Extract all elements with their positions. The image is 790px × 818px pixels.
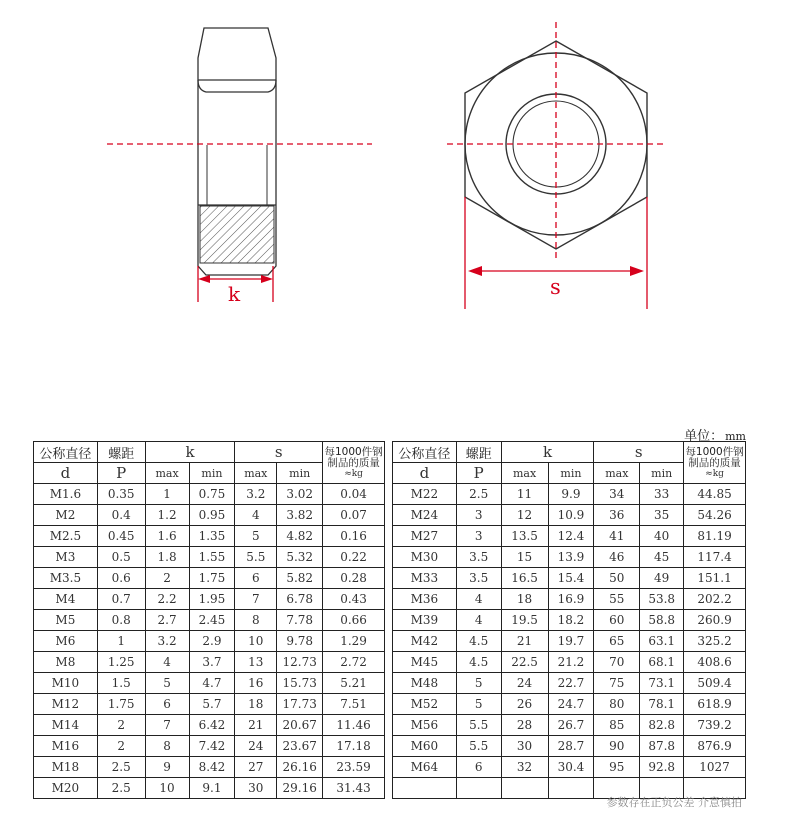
cell-nominal-diameter: M10: [34, 673, 98, 694]
cell-nominal-diameter: M2: [34, 505, 98, 526]
cell-pitch: 0.7: [97, 589, 145, 610]
cell-s-min: 7.78: [277, 610, 323, 631]
cell-k-min: 4.7: [189, 673, 235, 694]
cell-s-min: 63.1: [640, 631, 684, 652]
s-label: s: [550, 275, 561, 299]
header-mass-unit: ≈kg: [705, 468, 724, 479]
cell-pitch: 2.5: [97, 778, 145, 799]
table-row: [34, 652, 385, 673]
cell-k-min: 7.42: [189, 736, 235, 757]
cell-k-max: 1: [145, 484, 189, 505]
cell-k-max: 8: [145, 736, 189, 757]
k-arrow-left: [198, 275, 210, 283]
table-row: [393, 673, 746, 694]
table-row: [34, 505, 385, 526]
cell-k-max: 16.5: [501, 568, 548, 589]
header-mass: [323, 442, 385, 484]
header-s-max: max: [235, 463, 277, 484]
header-mass-line1: 每1000件钢: [685, 445, 744, 458]
table-row: [393, 484, 746, 505]
cell-k-max: 1.2: [145, 505, 189, 526]
cell-nominal-diameter: M64: [393, 757, 457, 778]
cell-pitch: 6: [456, 757, 501, 778]
cell-pitch: 5: [456, 694, 501, 715]
cell-s-min: 3.82: [277, 505, 323, 526]
cell-k-max: 7: [145, 715, 189, 736]
header-mass-unit: ≈kg: [344, 468, 363, 479]
cell-k-max: 1.8: [145, 547, 189, 568]
cell-pitch: 3: [456, 526, 501, 547]
cell-nominal-diameter: M22: [393, 484, 457, 505]
cell-k-max: 3.2: [145, 631, 189, 652]
cell-mass: 0.28: [323, 568, 385, 589]
cell-s-min: 6.78: [277, 589, 323, 610]
cell-pitch: 5: [456, 673, 501, 694]
cell-mass: 202.2: [684, 589, 746, 610]
cell-s-min: 15.73: [277, 673, 323, 694]
cell-s-min: 29.16: [277, 778, 323, 799]
cell-k-min: 1.55: [189, 547, 235, 568]
cell-nominal-diameter: M42: [393, 631, 457, 652]
table-row: [34, 715, 385, 736]
cell-mass: 11.46: [323, 715, 385, 736]
cell-nominal-diameter: M18: [34, 757, 98, 778]
cell-pitch: [456, 778, 501, 799]
header-mass-line2: 制品的质量: [327, 456, 380, 469]
cell-pitch: 4.5: [456, 652, 501, 673]
cell-s-max: 21: [235, 715, 277, 736]
cell-nominal-diameter: M5: [34, 610, 98, 631]
header-nominal-diameter: 公称直径: [393, 442, 457, 463]
cell-k-max: 26: [501, 694, 548, 715]
cell-pitch: 0.4: [97, 505, 145, 526]
header-p: P: [97, 463, 145, 484]
cell-pitch: 2.5: [456, 484, 501, 505]
header-k: k: [145, 442, 235, 463]
cell-mass: 23.59: [323, 757, 385, 778]
cell-s-min: 68.1: [640, 652, 684, 673]
cell-pitch: 0.6: [97, 568, 145, 589]
cell-k-min: 8.42: [189, 757, 235, 778]
cell-k-min: 26.7: [548, 715, 594, 736]
cell-nominal-diameter: M3.5: [34, 568, 98, 589]
cell-k-min: 9.9: [548, 484, 594, 505]
cell-nominal-diameter: M52: [393, 694, 457, 715]
cell-mass: 0.66: [323, 610, 385, 631]
cell-s-max: 6: [235, 568, 277, 589]
table-row: [34, 673, 385, 694]
cell-mass: 739.2: [684, 715, 746, 736]
cell-k-min: 15.4: [548, 568, 594, 589]
cell-nominal-diameter: M2.5: [34, 526, 98, 547]
cell-s-min: 45: [640, 547, 684, 568]
cell-nominal-diameter: [393, 778, 457, 799]
cell-s-min: 87.8: [640, 736, 684, 757]
cell-nominal-diameter: M60: [393, 736, 457, 757]
header-p: P: [456, 463, 501, 484]
cell-k-min: 1.95: [189, 589, 235, 610]
cell-s-max: 27: [235, 757, 277, 778]
cell-pitch: 1.25: [97, 652, 145, 673]
cell-nominal-diameter: M16: [34, 736, 98, 757]
cell-pitch: 4: [456, 589, 501, 610]
cell-k-min: 2.45: [189, 610, 235, 631]
cell-s-min: 35: [640, 505, 684, 526]
cell-nominal-diameter: M6: [34, 631, 98, 652]
cell-s-min: 5.32: [277, 547, 323, 568]
header-s-min: min: [277, 463, 323, 484]
cell-s-min: 53.8: [640, 589, 684, 610]
dimension-table-right: [392, 441, 746, 799]
s-arrow-right: [630, 266, 644, 276]
cell-pitch: 0.5: [97, 547, 145, 568]
table-row: [393, 715, 746, 736]
cell-k-min: 2.9: [189, 631, 235, 652]
cell-k-min: 0.75: [189, 484, 235, 505]
table-row: [34, 736, 385, 757]
cell-mass: 54.26: [684, 505, 746, 526]
cell-mass: 117.4: [684, 547, 746, 568]
cell-nominal-diameter: M12: [34, 694, 98, 715]
cell-mass: 876.9: [684, 736, 746, 757]
cell-mass: 2.72: [323, 652, 385, 673]
cell-k-max: 18: [501, 589, 548, 610]
table-row: [393, 505, 746, 526]
cell-s-min: 12.73: [277, 652, 323, 673]
table-row: [393, 694, 746, 715]
table-row: [393, 568, 746, 589]
header-k-min: min: [548, 463, 594, 484]
footer-note: 参数存在正负公差 介意慎拍: [606, 796, 742, 809]
table-row: [393, 589, 746, 610]
header-s: s: [235, 442, 323, 463]
cell-k-min: 6.42: [189, 715, 235, 736]
cell-s-min: 78.1: [640, 694, 684, 715]
cell-k-max: 2.2: [145, 589, 189, 610]
cell-s-min: 17.73: [277, 694, 323, 715]
unit-text: 单位：: [684, 429, 724, 444]
cell-mass: 618.9: [684, 694, 746, 715]
table-row: [34, 526, 385, 547]
unit-value: mm: [725, 430, 746, 443]
cell-s-min: 82.8: [640, 715, 684, 736]
cell-pitch: 2: [97, 715, 145, 736]
cell-k-max: 4: [145, 652, 189, 673]
cell-k-min: 21.2: [548, 652, 594, 673]
cell-mass: 0.04: [323, 484, 385, 505]
cell-s-min: 40: [640, 526, 684, 547]
header-s-max: max: [594, 463, 640, 484]
cell-s-min: 20.67: [277, 715, 323, 736]
cell-s-min: 92.8: [640, 757, 684, 778]
nut-side-middle-curve: [198, 80, 276, 92]
cell-nominal-diameter: M14: [34, 715, 98, 736]
cell-k-min: 24.7: [548, 694, 594, 715]
header-k: k: [501, 442, 594, 463]
cell-k-min: 1.35: [189, 526, 235, 547]
cell-s-max: 7: [235, 589, 277, 610]
cell-pitch: 2.5: [97, 757, 145, 778]
cell-s-max: 10: [235, 631, 277, 652]
cell-mass: 0.22: [323, 547, 385, 568]
cell-s-min: 23.67: [277, 736, 323, 757]
cell-k-min: 12.4: [548, 526, 594, 547]
cell-s-min: 26.16: [277, 757, 323, 778]
cell-nominal-diameter: M3: [34, 547, 98, 568]
cell-pitch: 1.5: [97, 673, 145, 694]
s-arrow-left: [468, 266, 482, 276]
cell-k-max: 11: [501, 484, 548, 505]
cell-k-min: 0.95: [189, 505, 235, 526]
cell-s-max: 65: [594, 631, 640, 652]
cell-s-min: 73.1: [640, 673, 684, 694]
header-mass-line1: 每1000件钢: [324, 445, 383, 458]
cell-s-max: 8: [235, 610, 277, 631]
cell-s-max: 16: [235, 673, 277, 694]
cell-k-max: 22.5: [501, 652, 548, 673]
header-mass-line2: 制品的质量: [688, 456, 741, 469]
cell-s-max: 5.5: [235, 547, 277, 568]
dimension-table-left: [33, 441, 385, 799]
cell-mass: 509.4: [684, 673, 746, 694]
cell-k-min: 3.7: [189, 652, 235, 673]
table-row: [393, 652, 746, 673]
cell-s-max: 55: [594, 589, 640, 610]
cell-k-max: 28: [501, 715, 548, 736]
cell-s-max: 13: [235, 652, 277, 673]
table-row: [393, 757, 746, 778]
header-k-max: max: [145, 463, 189, 484]
table-row: [34, 547, 385, 568]
cell-k-min: 5.7: [189, 694, 235, 715]
cell-k-min: 18.2: [548, 610, 594, 631]
cell-mass: 17.18: [323, 736, 385, 757]
table-left-body: [34, 442, 385, 799]
cell-nominal-diameter: M56: [393, 715, 457, 736]
cell-pitch: 3.5: [456, 568, 501, 589]
header-pitch: 螺距: [97, 442, 145, 463]
cell-s-max: 70: [594, 652, 640, 673]
k-arrow-right: [261, 275, 273, 283]
cell-s-max: 3.2: [235, 484, 277, 505]
header-pitch: 螺距: [456, 442, 501, 463]
header-d: d: [393, 463, 457, 484]
cell-k-min: 30.4: [548, 757, 594, 778]
cell-k-min: 16.9: [548, 589, 594, 610]
cell-mass: 7.51: [323, 694, 385, 715]
header-k-max: max: [501, 463, 548, 484]
cell-mass: 81.19: [684, 526, 746, 547]
cell-nominal-diameter: M4: [34, 589, 98, 610]
cell-nominal-diameter: M48: [393, 673, 457, 694]
cell-s-max: 18: [235, 694, 277, 715]
cell-nominal-diameter: M30: [393, 547, 457, 568]
header-d: d: [34, 463, 98, 484]
cell-k-max: 2: [145, 568, 189, 589]
table-row: [393, 631, 746, 652]
table-row: [34, 589, 385, 610]
table-row: [34, 484, 385, 505]
cell-mass: 408.6: [684, 652, 746, 673]
cell-k-max: 9: [145, 757, 189, 778]
table-row: [34, 568, 385, 589]
cell-s-max: 34: [594, 484, 640, 505]
cell-mass: 151.1: [684, 568, 746, 589]
cell-mass: 1.29: [323, 631, 385, 652]
cell-k-max: 5: [145, 673, 189, 694]
cell-k-max: [501, 778, 548, 799]
cell-mass: 44.85: [684, 484, 746, 505]
cell-s-max: 60: [594, 610, 640, 631]
cell-mass: 325.2: [684, 631, 746, 652]
cell-nominal-diameter: M24: [393, 505, 457, 526]
cell-pitch: 0.8: [97, 610, 145, 631]
cell-s-min: 9.78: [277, 631, 323, 652]
cell-s-max: 46: [594, 547, 640, 568]
cell-s-max: 85: [594, 715, 640, 736]
cell-mass: 260.9: [684, 610, 746, 631]
cell-mass: 0.07: [323, 505, 385, 526]
cell-nominal-diameter: M45: [393, 652, 457, 673]
header-s-min: min: [640, 463, 684, 484]
cell-k-max: 24: [501, 673, 548, 694]
cell-k-max: 12: [501, 505, 548, 526]
cell-k-max: 21: [501, 631, 548, 652]
cell-s-max: 4: [235, 505, 277, 526]
cell-s-min: 49: [640, 568, 684, 589]
table-row: [34, 778, 385, 799]
cell-s-min: 4.82: [277, 526, 323, 547]
cell-nominal-diameter: M33: [393, 568, 457, 589]
cell-mass: 0.43: [323, 589, 385, 610]
cell-k-max: 15: [501, 547, 548, 568]
cell-s-max: 24: [235, 736, 277, 757]
cell-pitch: 2: [97, 736, 145, 757]
table-left-header-row1: [34, 442, 385, 463]
cell-nominal-diameter: M8: [34, 652, 98, 673]
cell-k-max: 13.5: [501, 526, 548, 547]
cell-s-min: 58.8: [640, 610, 684, 631]
cell-k-min: 10.9: [548, 505, 594, 526]
table-row: [34, 757, 385, 778]
cell-nominal-diameter: M27: [393, 526, 457, 547]
k-label: k: [228, 282, 241, 306]
cell-k-min: 22.7: [548, 673, 594, 694]
cell-k-max: 10: [145, 778, 189, 799]
cell-nominal-diameter: M36: [393, 589, 457, 610]
table-row: [34, 631, 385, 652]
table-right-body: [393, 442, 746, 799]
cell-k-min: 9.1: [189, 778, 235, 799]
cell-nominal-diameter: M1.6: [34, 484, 98, 505]
cell-s-max: 95: [594, 757, 640, 778]
table-right-header-row1: [393, 442, 746, 463]
hex-nut-drawing: [0, 0, 790, 330]
cell-mass: 31.43: [323, 778, 385, 799]
cell-s-max: 75: [594, 673, 640, 694]
cell-k-min: 28.7: [548, 736, 594, 757]
table-row: [393, 610, 746, 631]
cell-s-max: 80: [594, 694, 640, 715]
cell-k-min: 13.9: [548, 547, 594, 568]
nut-side-hatched-section: [200, 206, 274, 263]
cell-mass: 1027: [684, 757, 746, 778]
cell-s-max: 36: [594, 505, 640, 526]
cell-k-min: 19.7: [548, 631, 594, 652]
cell-k-max: 2.7: [145, 610, 189, 631]
table-row: [393, 547, 746, 568]
cell-pitch: 1.75: [97, 694, 145, 715]
cell-s-min: 5.82: [277, 568, 323, 589]
cell-pitch: 4.5: [456, 631, 501, 652]
header-mass: [684, 442, 746, 484]
cell-k-max: 30: [501, 736, 548, 757]
table-row: [34, 610, 385, 631]
cell-mass: 5.21: [323, 673, 385, 694]
cell-pitch: 0.45: [97, 526, 145, 547]
cell-s-max: 5: [235, 526, 277, 547]
header-nominal-diameter: 公称直径: [34, 442, 98, 463]
cell-pitch: 3: [456, 505, 501, 526]
cell-pitch: 5.5: [456, 736, 501, 757]
table-row: [393, 736, 746, 757]
table-row: [393, 526, 746, 547]
table-row: [34, 694, 385, 715]
cell-pitch: 5.5: [456, 715, 501, 736]
cell-nominal-diameter: M20: [34, 778, 98, 799]
cell-s-min: 33: [640, 484, 684, 505]
cell-s-max: 41: [594, 526, 640, 547]
cell-mass: 0.16: [323, 526, 385, 547]
cell-s-max: 30: [235, 778, 277, 799]
header-s: s: [594, 442, 684, 463]
cell-k-max: 1.6: [145, 526, 189, 547]
cell-k-max: 19.5: [501, 610, 548, 631]
cell-pitch: 3.5: [456, 547, 501, 568]
cell-pitch: 0.35: [97, 484, 145, 505]
cell-pitch: 4: [456, 610, 501, 631]
cell-k-min: 1.75: [189, 568, 235, 589]
cell-s-max: 90: [594, 736, 640, 757]
cell-k-max: 32: [501, 757, 548, 778]
cell-k-max: 6: [145, 694, 189, 715]
cell-nominal-diameter: M39: [393, 610, 457, 631]
cell-s-max: 50: [594, 568, 640, 589]
cell-pitch: 1: [97, 631, 145, 652]
header-k-min: min: [189, 463, 235, 484]
cell-s-min: 3.02: [277, 484, 323, 505]
